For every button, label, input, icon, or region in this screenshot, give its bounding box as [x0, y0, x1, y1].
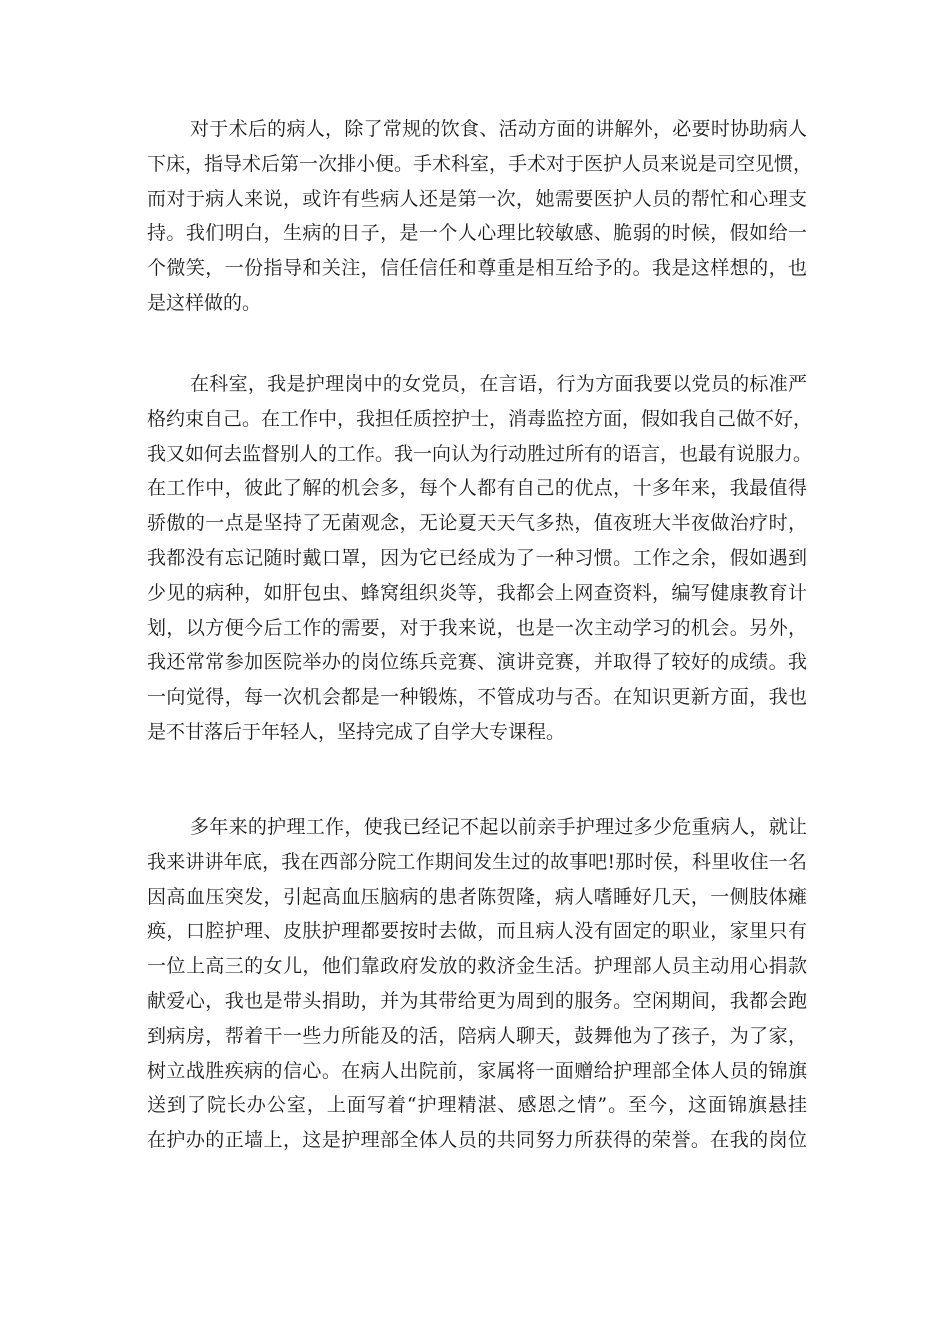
text-line: 在科室，我是护理岗中的女党员，在言语，行为方面我要以党员的标准严 [190, 373, 807, 395]
text-line: 因高血压突发，引起高血压脑病的患者陈贺隆，病人嗜睡好几天，一侧肢体瘫 [147, 885, 807, 908]
text-line: 格约束自己。在工作中，我担任质控护士，消毒监控方面，假如我自己做不好， [147, 407, 813, 430]
text-line: 我都没有忘记随时戴口罩，因为它已经成为了一种习惯。工作之余，假如遇到 [147, 547, 807, 569]
text-line: 骄傲的一点是坚持了无菌观念，无论夏天天气多热，值夜班大半夜做治疗时， [147, 512, 807, 535]
text-line: 我又如何去监督别人的工作。我一向认为行动胜过所有的语言，也最有说服力。 [147, 442, 813, 465]
text-line: 对于术后的病人，除了常规的饮食、活动方面的讲解外，必要时协助病人 [190, 118, 807, 140]
text-line: 送到了院长办公室，上面写着“护理精湛、感恩之情”。至今，这面锦旗悬挂 [147, 1094, 807, 1117]
text-line: 而对于病人来说，或许有些病人还是第一次，她需要医护人员的帮忙和心理支 [147, 187, 807, 210]
text-line: 我来讲讲年底，我在西部分院工作期间发生过的故事吧!那时侯，科里收住一名 [147, 850, 807, 873]
text-line: 划，以方便今后工作的需要，对于我来说，也是一次主动学习的机会。另外， [147, 616, 807, 639]
text-line: 献爱心，我也是带头捐助，并为其带给更为周到的服务。空闲期间，我都会跑 [147, 990, 807, 1012]
text-line: 少见的病种，如肝包虫、蜂窝组织炎等，我都会上网查资料，编写健康教育计 [147, 581, 807, 604]
text-line: 我还常常参加医院举办的岗位练兵竞赛、演讲竞赛，并取得了较好的成绩。我 [147, 651, 807, 674]
text-line: 在工作中，彼此了解的机会多，每个人都有自己的优点，十多年来，我最值得 [147, 477, 807, 500]
text-line: 一向觉得，每一次机会都是一种锻炼，不管成功与否。在知识更新方面，我也 [147, 686, 807, 709]
text-line: 多年来的护理工作，使我已经记不起以前亲手护理过多少危重病人，就让 [190, 816, 807, 838]
text-line: 一位上高三的女儿，他们靠政府发放的救济金生活。护理部人员主动用心捐款 [147, 955, 807, 978]
text-line: 到病房，帮着干一些力所能及的活，陪病人聊天，鼓舞他为了孩子，为了家， [147, 1024, 807, 1047]
text-line: 持。我们明白，生病的日子，是一个人心理比较敏感、脆弱的时候，假如给一 [147, 222, 807, 245]
text-line: 下床，指导术后第一次排小便。手术科室，手术对于医护人员来说是司空见惯， [147, 152, 813, 175]
text-line: 是这样做的。 [147, 292, 262, 314]
text-line: 树立战胜疾病的信心。在病人出院前，家属将一面赠给护理部全体人员的锦旗 [147, 1059, 807, 1082]
text-line: 是不甘落后于年轻人，坚持完成了自学大专课程。 [147, 721, 566, 743]
text-line: 在护办的正墙上，这是护理部全体人员的共同努力所获得的荣誉。在我的岗位 [147, 1129, 807, 1152]
text-line: 个微笑，一份指导和关注，信任信任和尊重是相互给予的。我是这样想的，也 [147, 257, 807, 280]
text-line: 痪，口腔护理、皮肤护理都要按时去做，而且病人没有固定的职业，家里只有 [147, 920, 807, 943]
